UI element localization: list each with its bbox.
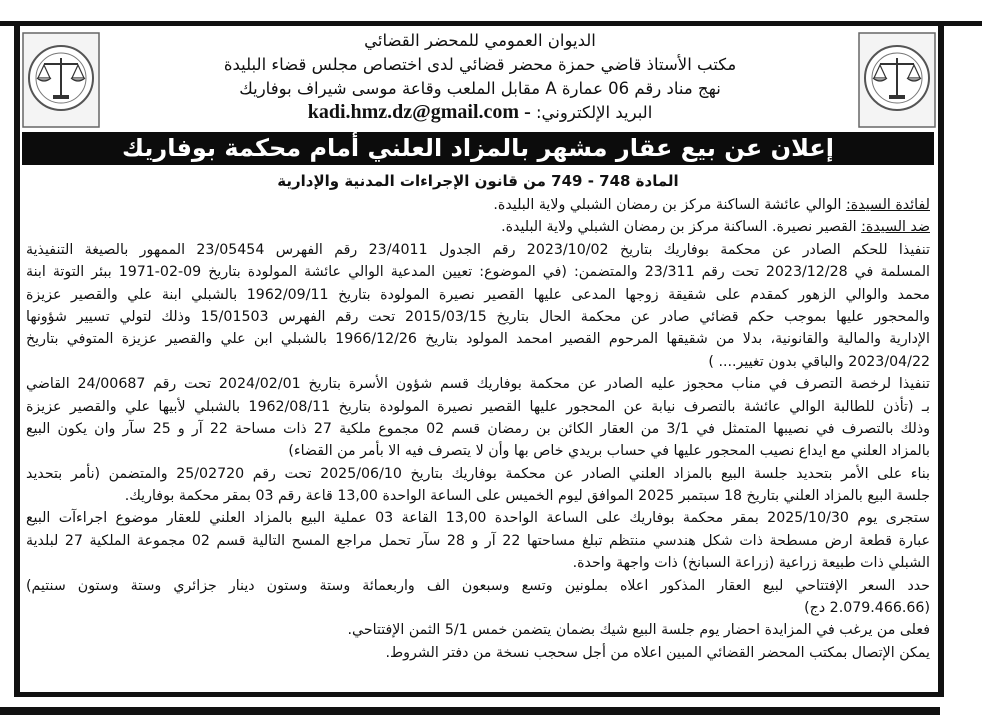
justice-scale-seal-icon: [22, 32, 100, 128]
body-line: فعلى من يرغب في المزايدة احضار يوم جلسة البيع شيك بضمان يتضمن خمس 5/1 الثمن الإفتتاحي.: [347, 622, 930, 639]
justice-scale-seal-icon: [858, 32, 936, 128]
body-line: عبارة قطعة ارض مسطحة ذات شكل هندسي منتظم تبلغ مساحتها 22 آر و 28 سآر تحمل مراجع المسح التالية قسم 02 مجموعة الملكية 27 لبلدية: [26, 532, 930, 549]
beneficiary-label: لفائدة السيدة:: [845, 197, 930, 213]
defendant-text: القصير نصيرة. الساكنة مركز بن رمضان الشبلي ولاية البليدة.: [501, 219, 862, 236]
body-line: يمكن الإتصال بمكتب المحضر القضائي المبين اعلاه من أجل سحجب نسخة من دفتر الشروط.: [385, 644, 930, 661]
defendant-line: [26, 216, 930, 238]
body-line: جلسة البيع بالمزاد العلني بتاريخ 18 سبتمبر 2025 الموافق ليوم الخميس على الساعة الواحدة 13,00 قاعة رقم 03 بمقر محكمة بوفاريك.: [124, 488, 930, 505]
announcement-body: [26, 194, 930, 664]
email-address[interactable]: kadi.hmz.dz@gmail.com -: [307, 101, 531, 123]
body-line: تنفيذا للحكم الصادر عن محكمة بوفاريك بتاريخ 2023/10/02 رقم الجدول 23/4011 رقم الفهرس 23/05454 الممهور بالصيغة التنفيذية: [26, 241, 930, 258]
announcement-title: إعلان عن بيع عقار مشهر بالمزاد العلني أمام محكمة بوفاريك: [22, 132, 934, 165]
body-line: بـ (تأذن للطالبة الوالي عائشة بالتصرف نيابة عن المحجور عليها القصير نصيرة المولودة بتاريخ 1962/08/11 بالشبلي لأبيها علي والقصير عزيزة: [26, 398, 930, 415]
bailiff-office: مكتب الأستاذ قاضي حمزة محضر قضائي لدى اختصاص مجلس قضاء البليدة: [223, 55, 737, 74]
body-line: وذلك بالتصرف في نصيبها المتمثل في 3/1 من العقار الكائن بن رمضان قسم 02 مجموع ملكية 27 ذات مساحة 22 آر و 25 سآر وان يكون البيع: [26, 420, 930, 437]
defendant-label: ضد السيدة:: [861, 219, 930, 236]
beneficiary-line: [26, 194, 930, 216]
bottom-rule: [0, 707, 940, 715]
legal-article: المادة 748 - 749 من قانون الإجراءات المدنية والإدارية: [277, 172, 679, 190]
office-name: الديوان العمومي للمحضر القضائي: [364, 31, 596, 50]
body-line: حدد السعر الإفتتاحي لبيع العقار المذكور اعلاه بملونين وتسع وسبعون الف واربعمائة وستة وستون دينار جزائري وستة وستون سنتيم): [26, 577, 930, 594]
body-line: (2.079.466.66 دج): [804, 600, 930, 617]
beneficiary-text: الوالي عائشة الساكنة مركز بن رمضان الشبلي ولاية البليدة.: [493, 197, 846, 213]
body-line: بناء على الأمر بتحديد جلسة البيع بالمزاد العلني الصادر عن محكمة بوفاريك بتاريخ 2025/06/10 تحت رقم 25/02720 والمتضمن (نأمر بتحديد: [26, 465, 930, 482]
office-address: نهج مناد رقم 06 عمارة A مقابل الملعب وقاعة موسى شيراف بوفاريك: [239, 79, 721, 98]
body-line: 2023/04/22 والباقي بدون تغيير.... ): [708, 353, 930, 370]
email-label: البريد الإلكتروني:: [536, 103, 653, 122]
body-line: المسلمة في 2023/12/28 تحت رقم 23/311 والمتضمن: (في الموضوع: تعيين المدعية الوالي عائشة المولودة بتاريخ 09-02-1971 ببئر التوتة ابنة: [26, 264, 930, 281]
body-line: الشبلي ذات طبيعة زراعية (زراعة السبانخ) ذات واجهة واحدة.: [572, 555, 930, 572]
body-line: محمد والوالي الزهور كمقدم على شقيقة زوجها المدعى عليها القصير نصيرة المولودة بتاريخ 1962/09/11 بالشبلي ابنة علي والقصير عزيزة: [26, 286, 930, 303]
body-line: الإدارية والمالية والقانونية، بدلا من شقيقها المرحوم القصير امحمد المولود بتاريخ 1966/12/26 بالشبلي ابن علي والقصير عزيزة المتوفي بتاريخ: [26, 331, 930, 348]
body-line: بالمزاد العلني مع ايداع نصيب المحجور عليها في حساب بريدي خاص بها وأن لا يتصرف فيه الا بأمر من القضاء): [288, 443, 930, 460]
email-line: [110, 101, 850, 124]
body-line: والمحجور عليها بموجب حكم قضائي صادر عن محكمة الحال بتاريخ 2015/03/15 تحت رقم الفهرس 15/01503 وذلك لتولي تسيير شؤونها: [26, 308, 930, 325]
body-line: تنفيذا لرخصة التصرف في مناب محجوز عليه الصادر عن محكمة بوفاريك قسم شؤون الأسرة بتاريخ 2024/02/01 تحت رقم 24/00687 القاضي: [26, 376, 930, 393]
body-line: ستجرى يوم 2025/10/30 بمقر محكمة بوفاريك على الساعة الواحدة 13,00 القاعة 03 عملية البيع بالمزاد العلني للعقار موضوع اجراءآت البيع: [26, 510, 930, 527]
